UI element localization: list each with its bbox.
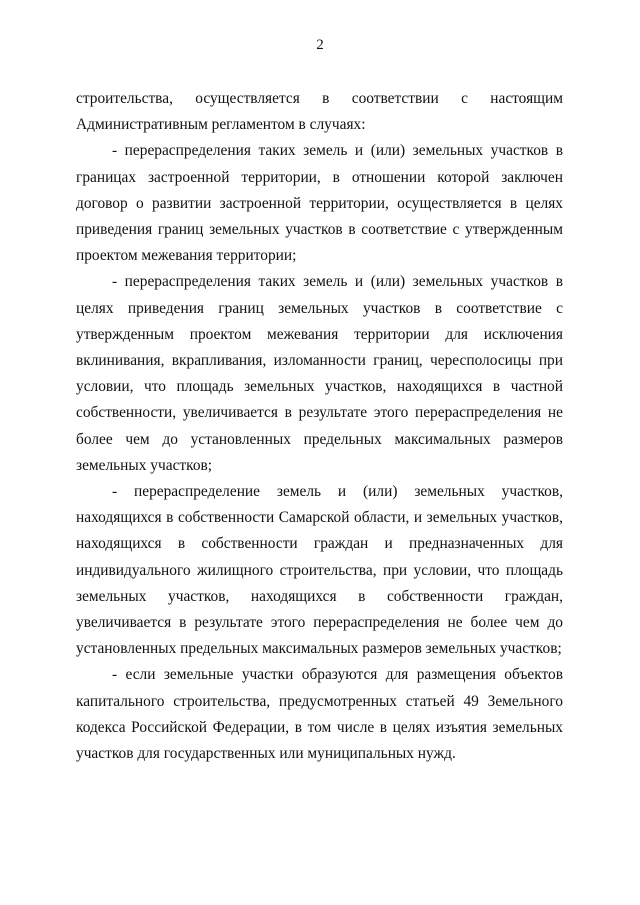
list-item-boundary-correction: - перераспределения таких земель и (или) земельных участков в целях приведения границ земельных участков в соответствие с утвержденным проектом межевания территории для исключения вклинивания, вкрапливания, изломанности границ, чересполосицы при условии, что площадь земельных участков, находящихся в частной собственности, увеличивается в результате этого перераспределения не более чем до установленных предельных максимальных размеров земельных участков; bbox=[76, 273, 563, 474]
list-item-citizen-property: - перераспределение земель и (или) земельных участков, находящихся в собственности Самарской области, и земельных участков, находящихся в собственности граждан и предназначенных для индивидуального жилищного строительства, при условии, что площадь земельных участков, находящихся в собственности граждан, увеличивается в результате этого перераспределения не более чем до установленных предельных максимальных размеров земельных участков; bbox=[76, 483, 563, 658]
list-item-capital-construction: - если земельные участки образуются для размещения объектов капитального строительства, предусмотренных статьей 49 Земельного кодекса Российской Федерации, в том числе в целях изъятия земельных участков для государственных или муниципальных нужд. bbox=[76, 666, 563, 763]
page-number: 2 bbox=[316, 37, 324, 53]
list-item-built-up-territory: - перераспределения таких земель и (или) земельных участков в границах застроенной территории, в отношении которой заключен договор о развитии застроенной территории, осуществляется в целях приведения границ земельных участков в соответствие с утвержденным проектом межевания территории; bbox=[76, 142, 563, 265]
paragraph-continuation: строительства, осуществляется в соответствии с настоящим Административным регламентом в случаях: bbox=[76, 90, 563, 134]
document-body bbox=[76, 86, 563, 767]
